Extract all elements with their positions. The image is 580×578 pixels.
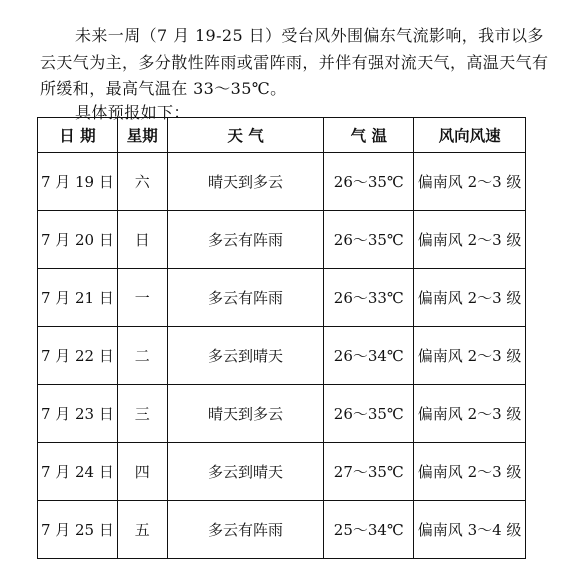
cell-weather: 晴天到多云 bbox=[167, 385, 324, 443]
cell-weather: 晴天到多云 bbox=[167, 153, 324, 211]
cell-weather: 多云到晴天 bbox=[167, 327, 324, 385]
cell-wind: 偏南风 3～4 级 bbox=[414, 501, 526, 559]
table-row bbox=[38, 327, 526, 385]
cell-date: 7 月 20 日 bbox=[38, 211, 118, 269]
table-row bbox=[38, 385, 526, 443]
cell-wind: 偏南风 2～3 级 bbox=[414, 269, 526, 327]
cell-weather: 多云有阵雨 bbox=[167, 269, 324, 327]
cell-wind: 偏南风 2～3 级 bbox=[414, 385, 526, 443]
cell-temperature: 26～35℃ bbox=[324, 153, 414, 211]
header-wind: 风向风速 bbox=[414, 118, 526, 153]
table-row bbox=[38, 501, 526, 559]
cell-temperature: 26～34℃ bbox=[324, 327, 414, 385]
table-row bbox=[38, 153, 526, 211]
cell-date: 7 月 19 日 bbox=[38, 153, 118, 211]
cell-temperature: 26～33℃ bbox=[324, 269, 414, 327]
cell-wind: 偏南风 2～3 级 bbox=[414, 211, 526, 269]
cell-temperature: 25～34℃ bbox=[324, 501, 414, 559]
cell-weather: 多云到晴天 bbox=[167, 443, 324, 501]
intro-paragraph: 未来一周（7 月 19-25 日）受台风外围偏东气流影响，我市以多云天气为主，多分散性阵雨或雷阵雨，并伴有强对流天气，高温天气有所缓和，最高气温在 33～35℃。 bbox=[40, 26, 549, 98]
table-row bbox=[38, 443, 526, 501]
cell-wind: 偏南风 2～3 级 bbox=[414, 153, 526, 211]
cell-date: 7 月 21 日 bbox=[38, 269, 118, 327]
cell-wind: 偏南风 2～3 级 bbox=[414, 443, 526, 501]
table-header-row bbox=[38, 118, 526, 153]
header-weather: 天 气 bbox=[167, 118, 324, 153]
cell-temperature: 26～35℃ bbox=[324, 385, 414, 443]
cell-weekday: 六 bbox=[117, 153, 167, 211]
cell-date: 7 月 23 日 bbox=[38, 385, 118, 443]
forecast-table bbox=[37, 117, 526, 559]
cell-weekday: 一 bbox=[117, 269, 167, 327]
cell-date: 7 月 22 日 bbox=[38, 327, 118, 385]
header-temperature: 气 温 bbox=[324, 118, 414, 153]
cell-weekday: 日 bbox=[117, 211, 167, 269]
cell-weekday: 四 bbox=[117, 443, 167, 501]
cell-weather: 多云有阵雨 bbox=[167, 501, 324, 559]
cell-temperature: 27～35℃ bbox=[324, 443, 414, 501]
cell-weather: 多云有阵雨 bbox=[167, 211, 324, 269]
forecast-subheading: 具体预报如下： bbox=[75, 103, 190, 122]
cell-weekday: 五 bbox=[117, 501, 167, 559]
cell-temperature: 26～35℃ bbox=[324, 211, 414, 269]
table-row bbox=[38, 211, 526, 269]
cell-wind: 偏南风 2～3 级 bbox=[414, 327, 526, 385]
cell-weekday: 三 bbox=[117, 385, 167, 443]
cell-weekday: 二 bbox=[117, 327, 167, 385]
header-date: 日 期 bbox=[38, 118, 118, 153]
cell-date: 7 月 24 日 bbox=[38, 443, 118, 501]
cell-date: 7 月 25 日 bbox=[38, 501, 118, 559]
table-row bbox=[38, 269, 526, 327]
header-weekday: 星期 bbox=[117, 118, 167, 153]
